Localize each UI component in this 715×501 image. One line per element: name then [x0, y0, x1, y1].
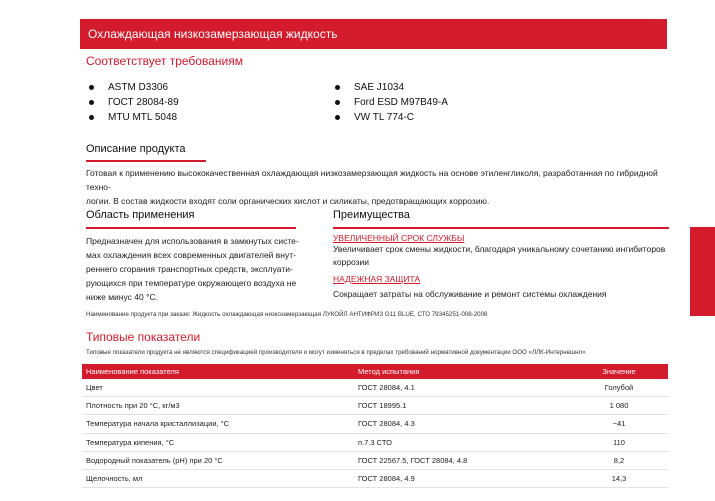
product-title-banner: [80, 19, 667, 49]
table-row: [82, 452, 668, 470]
product-title: Охлаждающая низкозамерзающая жидкость: [88, 27, 338, 41]
advantages-heading: Преимущества: [333, 209, 410, 221]
list-item: MTU MTL 5048: [86, 110, 179, 125]
table-row: [82, 379, 668, 397]
cell-method: ГОСТ 22567.5, ГОСТ 28084, 4.8: [358, 455, 468, 465]
application-heading: Область применения: [86, 209, 195, 221]
text-line: Увеличивает срок смены жидкости, благодаря уникальному сочетанию ингибиторов: [333, 244, 666, 254]
cell-value: 8,2: [613, 455, 625, 465]
table-row: [82, 470, 668, 488]
cell-value: Голубой: [604, 383, 634, 393]
text-line: ниже минус 40 °С.: [86, 292, 158, 302]
description-underline: [86, 160, 206, 162]
list-item: Ford ESD M97B49-A: [332, 95, 448, 110]
advantage-title-service-life: УВЕЛИЧЕННЫЙ СРОК СЛУЖБЫ: [333, 233, 465, 243]
application-text: [86, 234, 306, 304]
cell-method: ГОСТ 28084, 4.1: [358, 383, 415, 393]
table-row: [82, 397, 668, 415]
typical-note: Типовые показатели продукта не являются спецификацией производителя и могут изменяться в пределах требований нормативной документации ООО «ЛЛК-Интернешнл»: [86, 349, 586, 356]
application-underline: [86, 227, 296, 229]
text-line: коррозии: [333, 257, 370, 267]
cell-name: Цвет: [86, 383, 103, 393]
cell-method: ГОСТ 28084, 4.3: [358, 419, 415, 429]
cell-name: Плотность при 20 °С, кг/м3: [86, 401, 180, 411]
text-line: логии. В состав жидкости входят соли органических кислот и силикаты, предотвращающих коррозию.: [86, 196, 490, 206]
cell-value: −41: [612, 419, 626, 429]
advantage-text-service-life: [333, 243, 673, 269]
text-line: рующихся при температуре окружающего воздуха не: [86, 278, 297, 288]
cell-value: 110: [613, 437, 625, 447]
table-header: [82, 364, 668, 379]
typical-heading: Типовые показатели: [86, 330, 201, 344]
side-tab[interactable]: [690, 227, 715, 316]
cell-name: Водородный показатель (pH) при 20 °С: [86, 455, 223, 465]
order-name-note: Наименование продукта при заказе: Жидкость охлаждающая низкозамерзающая ЛУКОЙЛ АНТИФРИЗ G11 BLUE, СТО 79345251-008-2008: [86, 311, 488, 318]
cell-value: 1 080: [609, 401, 629, 411]
advantage-text-protection: [333, 287, 673, 301]
column-header-value: Значение: [602, 367, 636, 376]
cell-name: Щелочность, мл: [86, 474, 143, 484]
typical-table: [82, 364, 668, 488]
advantage-title-protection: НАДЕЖНАЯ ЗАЩИТА: [333, 274, 421, 284]
cell-method: п.7.3 СТО: [358, 437, 392, 447]
column-header-method: Метод испытания: [358, 367, 420, 376]
text-line: Сокращает затраты на обслуживание и ремонт системы охлаждения: [333, 289, 607, 299]
compliance-list-right: [332, 80, 448, 125]
text-line: Готовая к применению высококачественная охлаждающая низкозамерзающая жидкость на основе этиленгликоля, разработанная по гибридной техно-: [86, 168, 658, 192]
description-heading: Описание продукта: [86, 143, 186, 155]
column-header-name: Наименование показателя: [86, 367, 179, 376]
cell-name: Температура кипения, °С: [86, 437, 175, 447]
cell-name: Температура начала кристаллизации, °С: [86, 419, 230, 429]
advantages-underline: [333, 227, 669, 229]
cell-method: ГОСТ 28084, 4.9: [358, 474, 415, 484]
compliance-list-left: [86, 80, 179, 125]
cell-method: ГОСТ 18995.1: [358, 401, 407, 411]
cell-value: 14,3: [611, 474, 627, 484]
table-row: [82, 415, 668, 433]
list-item: ГОСТ 28084-89: [86, 95, 179, 110]
compliance-heading: Соответствует требованиям: [86, 54, 243, 68]
text-line: мах охлаждения всех современных двигателей внут-: [86, 250, 296, 260]
list-item: SAE J1034: [332, 80, 448, 95]
table-row: [82, 434, 668, 452]
description-text: [86, 166, 676, 208]
list-item: ASTM D3306: [86, 80, 179, 95]
text-line: реннего сгорания транспортных средств, эксплуати-: [86, 264, 293, 274]
text-line: Предназначен для использования в замкнутых систе-: [86, 236, 299, 246]
list-item: VW TL 774-C: [332, 110, 448, 125]
